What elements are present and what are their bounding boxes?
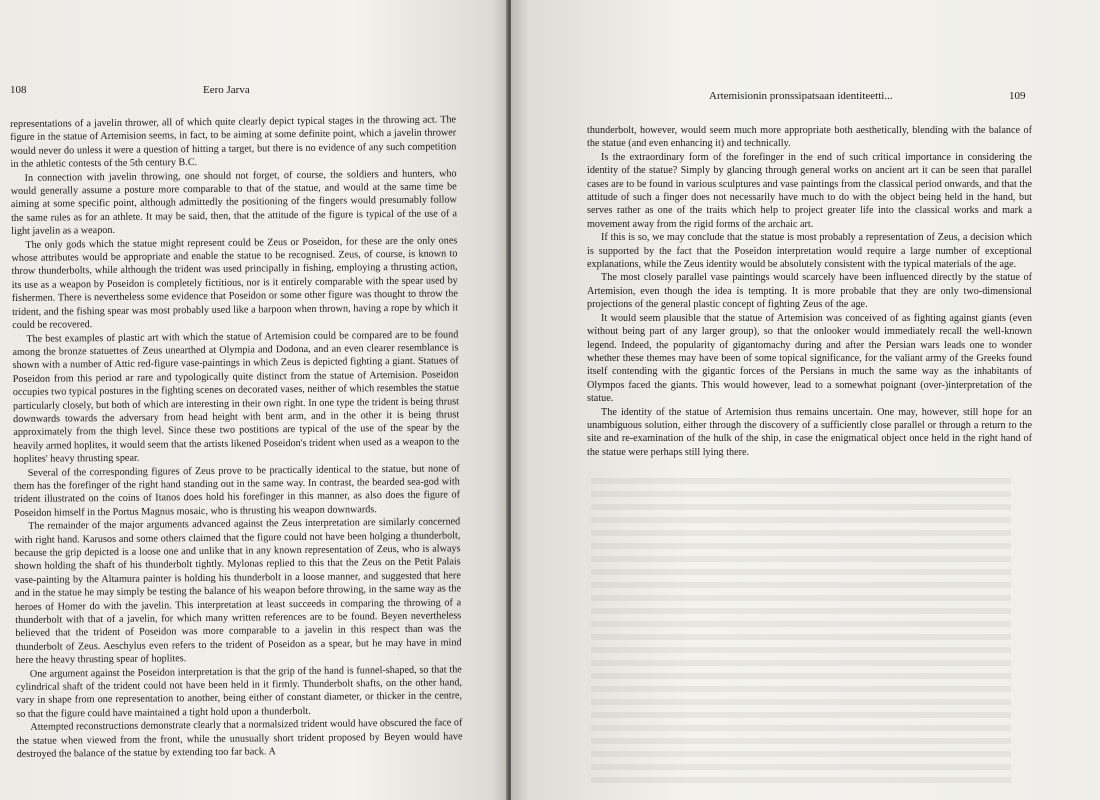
paragraph: In connection with javelin throwing, one should not forget, of course, the soldiers and hunters, who would generally assume a posture more comparable to that of the statue, and would at the same time be aiming at some specific point, although admittedly the positioning of the fingers would presumably follow the same rules as for an athlete. It may be said, then, that the attitude of the figure is typical of the use of a light javelin as a weapon. <box>10 167 458 238</box>
paragraph: The identity of the statue of Artemision thus remains uncertain. One may, however, still hope for an unambiguous solution, either through the discovery of a sufficiently close parallel or through a return to the site and re-examination of the hulk of the ship, in case the enigmatical object once held in the right hand of the statue were perhaps still lying there. <box>587 406 1032 458</box>
body-text-right <box>587 124 1032 459</box>
paragraph: It would seem plausible that the statue of Artemision was conceived of as fighting against giants (even without being part of any larger group), so that the onlooker would immediately recall the well-known legend. Indeed, the popularity of gigantomachy during and after the Persian wars leads one to wonder whether these themes may have been of some topical significance, for the valiant army of the Greeks found itself contending with the gigantic forces of the Persians in much the same way as the inhabitants of Olympos faced the giants. This would however, lead to a somewhat poignant (over-)interpretation of the statue. <box>587 312 1032 405</box>
paragraph: Is the extraordinary form of the forefinger in the end of such critical importance in considering the identity of the statue? Simply by glancing through general works on ancient art it can be seen that parallel cases are to be found in various sculptures and vase paintings from the classical period onwards, and that the attitude of such a finger does not necessarily have much to do with the object being held in the hand, but serves rather as one of the traits which help to project greater life into the classical works and mark a movement away from the rigid forms of the archaic art. <box>587 151 1032 230</box>
paragraph: One argument against the Poseidon interpretation is that the grip of the hand is funnel-shaped, so that the cylindrical shaft of the trident could not have been held in it firmly. Thunderbolt shafts, on the other hand, vary in shape from one representation to another, being either of constant diameter, or thicker in the centre, so that the figure could have maintained a tight hold upon a thunderbolt. <box>15 663 463 720</box>
running-head-left: Eero Jarva <box>203 84 250 96</box>
paragraph: Attempted reconstructions demonstrate clearly that a normalsized trident would have obscured the face of the statue when viewed from the front, while the unusually short trident proposed by Beyen would have destroyed the balance of the statue by extending too far back. A <box>16 717 463 761</box>
paragraph: The only gods which the statue might represent could be Zeus or Poseidon, for these are the only ones whose attributes would be appropriate and enable the statue to be recognised. Zeus, of course, is known to throw thunderbolts, while although the trident was used principally in fishing, employing a thrusting action, its use as a weapon by Poseidon is completely fictitious, nor is it entirely comparable with the spear used by fishermen. There is nevertheless some evidence that Poseidon or some other figure was thought to throw the trident, and the fishing spear was most probably used like a harpoon when thrown, having a rope by which it could be recovered. <box>11 234 459 332</box>
show-through-text <box>591 478 1011 788</box>
page-number-right: 109 <box>1009 90 1026 102</box>
paragraph: thunderbolt, however, would seem much more appropriate both aesthetically, blending with the balance of the statue (and even enhancing it) and technically. <box>587 125 1032 150</box>
paragraph: representations of a javelin thrower, all of which quite clearly depict typical stages in the throwing act. The figure in the statue of Artemision seems, in fact, to be aiming at some definite point, which a javelin thrower would never do unless it were a question of hitting a target, but there is no evidence of any such competition in the athletic contests of the 5th century B.C. <box>10 114 457 171</box>
paragraph: If this is so, we may conclude that the statue is most probably a representation of Zeus, a decision which is supported by the fact that the Poseidon interpretation would require a large number of exceptional explanations, while the Zeus identity would be absolutely consistent with the typical materials of the age. <box>587 232 1032 271</box>
paragraph: The most closely parallel vase paintings would scarcely have been influenced directly by the statue of Artemision, even though the idea is tempting. It is more probable that they are only two-dimensional projections of the general plastic concept of fighting Zeus of the age. <box>587 272 1032 311</box>
body-text-left <box>10 113 463 761</box>
page-number-left: 108 <box>10 84 27 96</box>
right-page <box>511 0 1100 800</box>
paragraph: The best examples of plastic art with which the statue of Artemision could be compared are to be found among the bronze statuettes of Zeus unearthed at Olympia and Dodona, and an even clearer resemblance is shown with a number of Attic red-figure vase-paintings in which Zeus is depicted fighting a giant. Statues of Poseidon from this period ar rare and typologically quite distinct from the statue of Artemision. Poseidon occupies two typical postures in the fighting scenes on decorated vases, neither of which resembles the statue particularly closely, but both of which are interesting in their own right. In one type the trident is being thrust downwards towards the adversary from head height with bent arm, and in the other it is being thrust approximately from the thigh level. Since these two postitions are typical of the use of the spear by the heavily armed hoplites, it would seem that the artists likened Poseidon's trident when used as a weapon to the hoplites' heavy thrusting spear. <box>12 328 460 466</box>
running-head-right: Artemisionin pronssipatsaan identiteetti... <box>709 90 893 102</box>
paragraph: The remainder of the major arguments advanced against the Zeus interpretation are similarly concerned with right hand. Karusos and some others claimed that the figure could not have been holging a thunderbolt, because the grip depicted is a loose one and unlike that in any known representation of Zeus, who is always shown holding the shaft of his thunderbolt tightly. Mylonas replied to this that the Zeus on the Petit Palais vase-painting by the Altamura painter is holding his thunderbolt in a loose manner, and suggested that here and in the statue he may simply be testing the balance of his weapon before throwing, in the same way as the heroes of Homer do with the javelin. This interpretation at least succeeds in comparing the throwing of a thunderbolt with that of a javelin, for which many written references are to be found. Beyen nevertheless believed that the trident of Poseidon was more comparable to a javelin in this respect than was the thunderbolt of Zeus. Aeschylus even refers to the trident of Poseidon as a spear, but he may have in mind here the heavy thrusting spear of hoplites. <box>14 516 462 667</box>
paragraph: Several of the corresponding figures of Zeus prove to be practically identical to the statue, but none of them has the forefinger of the right hand standing out in the same way. In contrast, the bearded sea-god with trident illustrated on the coins of Itanos does hold his forefinger in this manner, as also does the figure of Poseidon himself in the Portus Magnus mosaic, who is thrusting his weapon downwards. <box>13 462 461 519</box>
left-page <box>0 0 508 800</box>
